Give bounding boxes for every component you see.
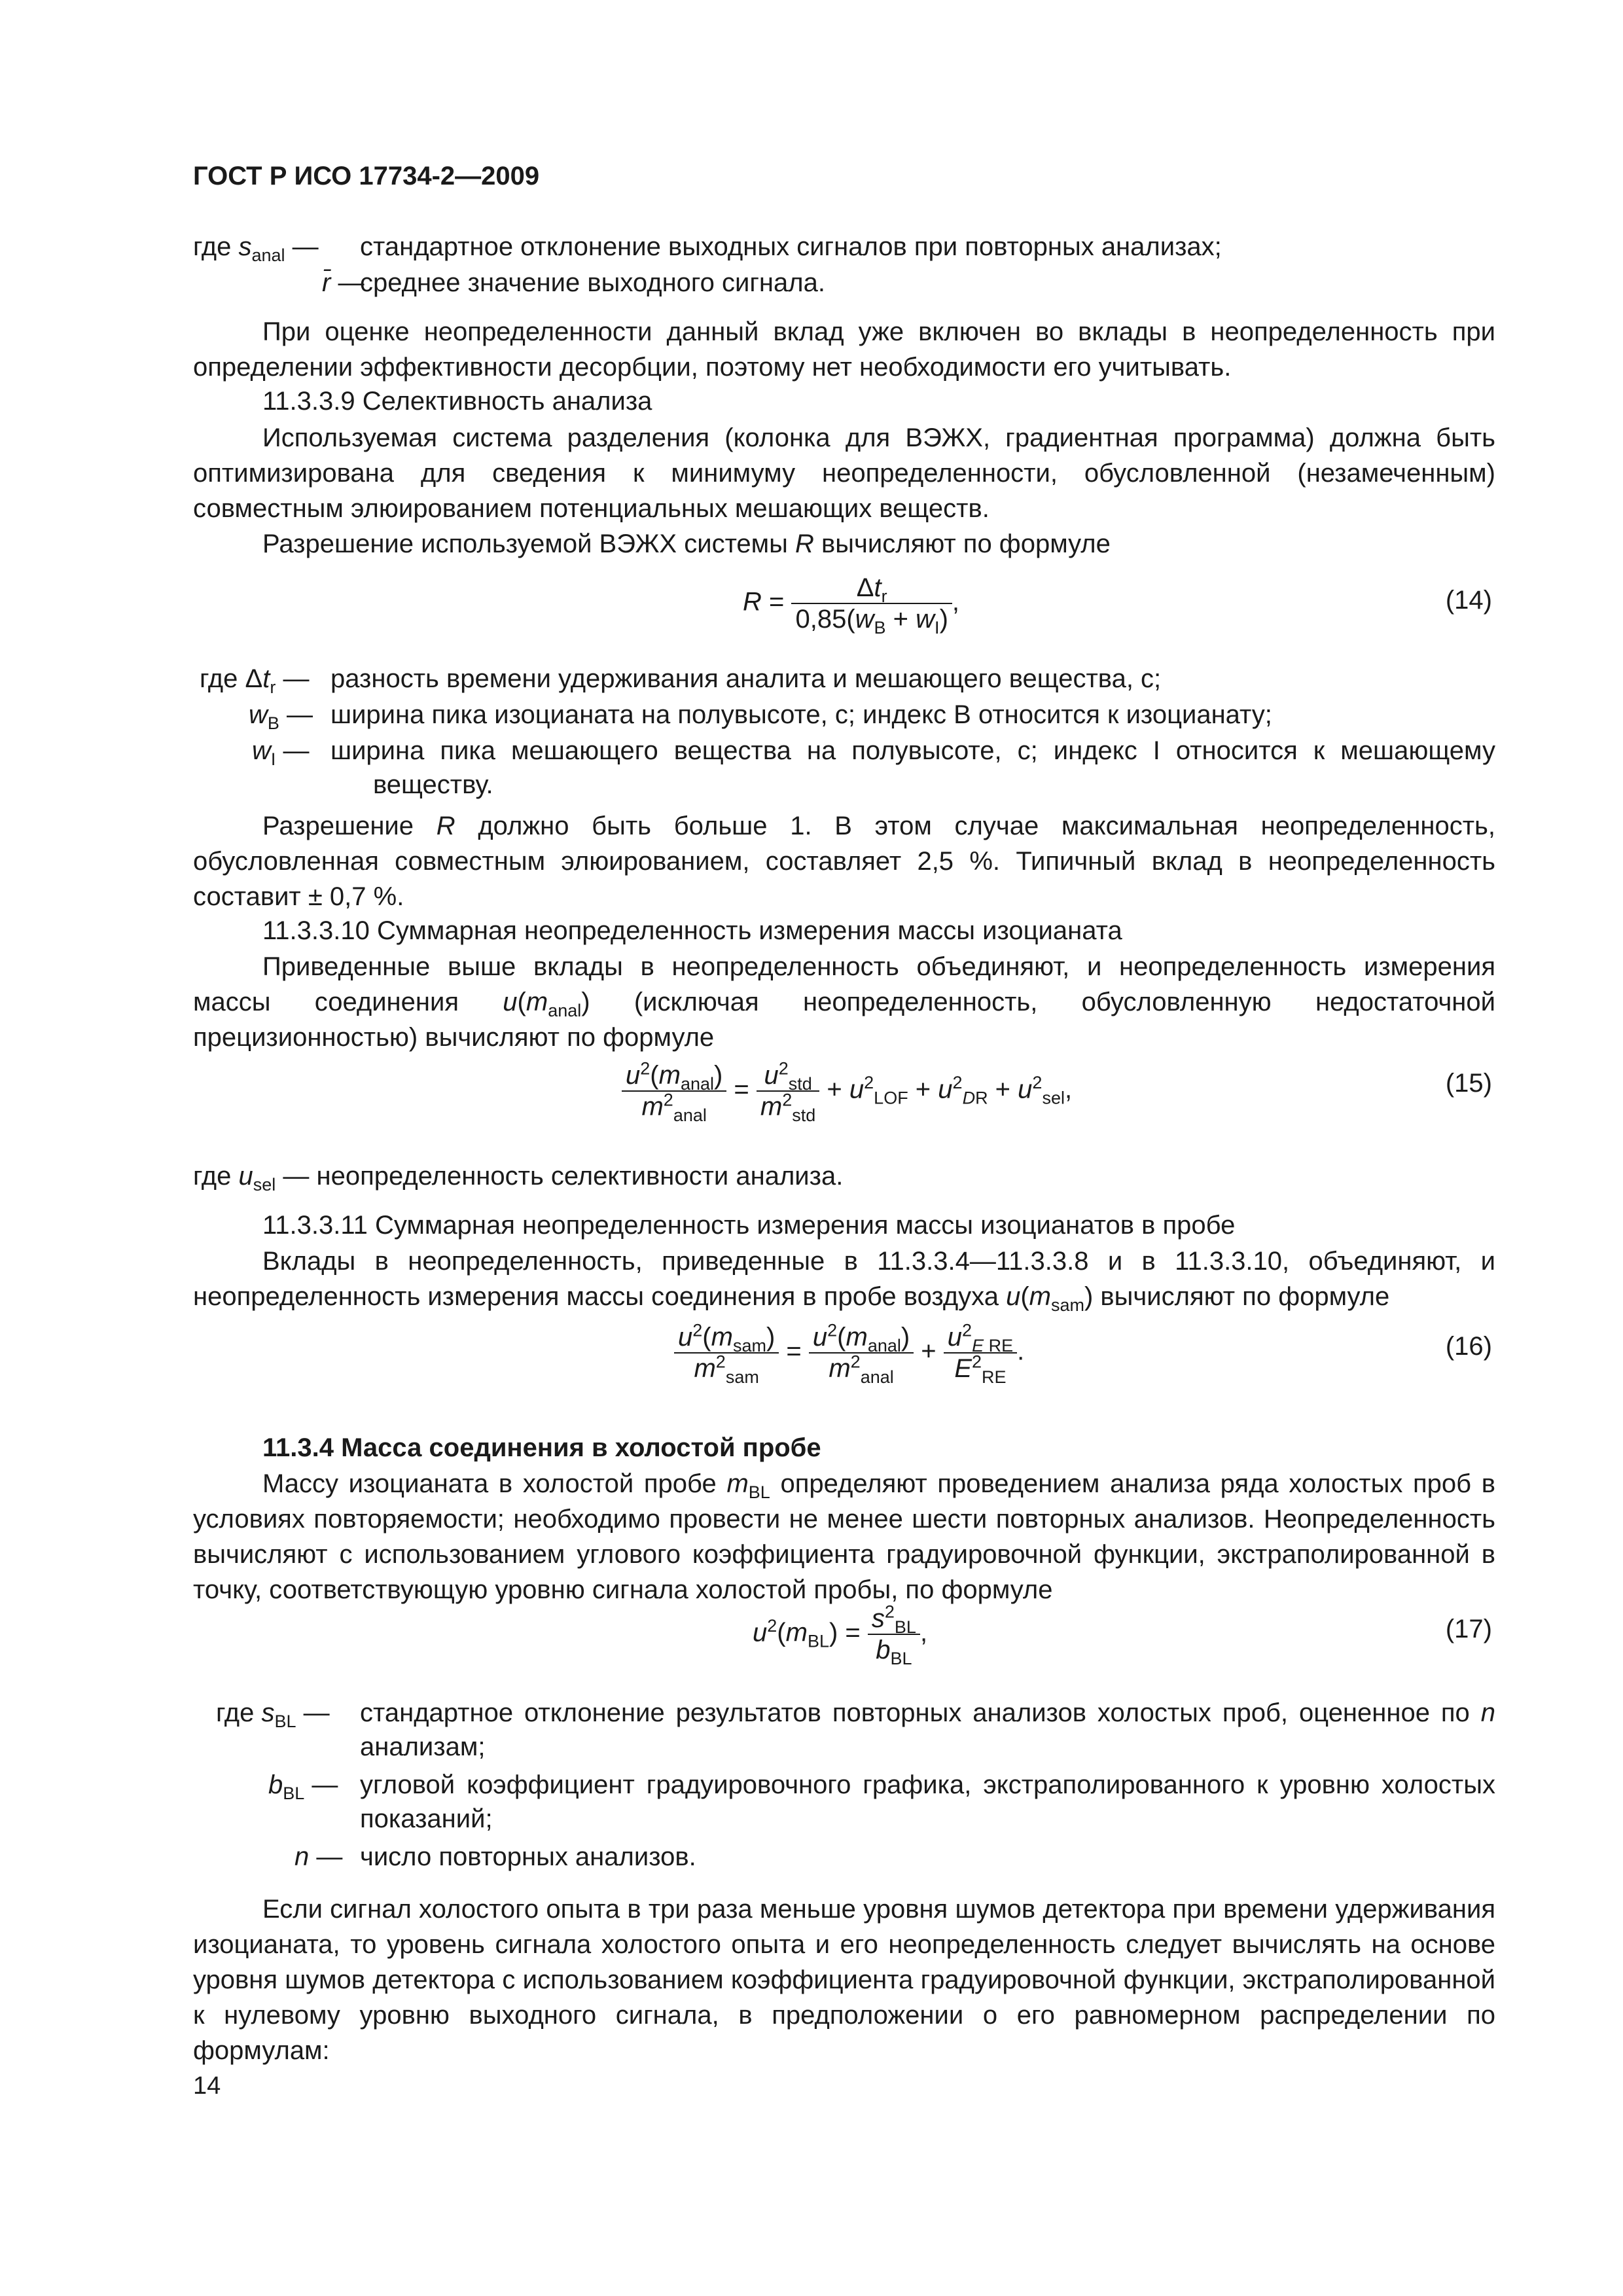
equation-number-14: (14) bbox=[1445, 586, 1492, 615]
equation-number-16: (16) bbox=[1445, 1332, 1492, 1361]
where-term-wB: $w_B$ — bbox=[249, 700, 313, 733]
equation-number-17: (17) bbox=[1445, 1615, 1492, 1643]
paragraph-resolution: Разрешение R должно быть больше 1. В этом случае максимальная неопределенность, обусловленная совместным элюированием, составляет 2,5 %. Типичный вклад в неопределенность составит ± 0,7 %. bbox=[193, 812, 1496, 911]
paragraph-desorption: При оценке неопределенности данный вклад уже включен во вклады в неопределенность при определении эффективности десорбции, поэтому нет необходимости его учитывать. bbox=[193, 317, 1495, 382]
where-desc-wB: ширина пика изоцианата на полувысоте, с; индекс B относится к изоцианату; bbox=[330, 700, 1272, 729]
formula-15: $\frac{u^2(m_{anal})}{m^2_{anal}}$ = $\frac{u^2_{std}}{m^2_{std}}$ + $u^2_{LOF} + u^2_{DR} + u^2_{sel}$, bbox=[622, 1060, 1072, 1122]
where-desc-b-BL-line1: угловой коэффициент градуировочного графика, экстраполированного к уровню холостых bbox=[360, 1770, 1495, 1799]
where-desc-r-bar: среднее значение выходного сигнала. bbox=[360, 268, 825, 297]
where-term-wI: $w_I$ — bbox=[252, 736, 310, 769]
paragraph-combined-uncertainty-11: Вклады в неопределенность, приведенные в 11.3.3.4—11.3.3.8 и в 11.3.3.10, объединяют, и неопределенность измерения массы соединения в пробе воздуха $u(m_{sam})$ вычисляют по формуле bbox=[193, 1247, 1495, 1315]
where-term-s-BL: где $s_{BL}$ — bbox=[216, 1698, 330, 1731]
document-header: ГОСТ Р ИСО 17734-2—2009 bbox=[193, 162, 540, 190]
section-heading-11-3-3-11: 11.3.3.11 Суммарная неопределенность измерения массы изоцианатов в пробе bbox=[262, 1211, 1236, 1240]
where-desc-wI-line2: веществу. bbox=[373, 770, 493, 799]
where-desc-delta-tr: разность времени удерживания аналита и мешающего вещества, с; bbox=[330, 664, 1162, 693]
where-term-s-anal: где $s_{anal}$ — bbox=[193, 232, 319, 265]
where-desc-b-BL-line2: показаний; bbox=[360, 1804, 493, 1833]
where-desc-s-BL-line2: анализам; bbox=[360, 1732, 486, 1761]
paragraph-combined-uncertainty-10: Приведенные выше вклады в неопределенность объединяют, и неопределенность измерения массы соединения $u(m_{anal})$ (исключая неопределенность, обусловленную недостаточной прецизионностью) вычисляют по формуле bbox=[193, 952, 1495, 1052]
where-term-r-bar: r̄ — bbox=[322, 268, 365, 297]
paragraph-detector-noise: Если сигнал холостого опыта в три раза меньше уровня шумов детектора при времени удерживания изоцианата, то уровень сигнала холостого опыта и его неопределенность следует вычислять на основе уровня шумов детектора с использованием коэффициента градуировочной функции, экстраполированной к нулевому уровню выходного сигнала, в предположении о его равномерном распределении по формулам: bbox=[193, 1895, 1495, 2065]
where-term-n: n — bbox=[294, 1842, 343, 1871]
where-term-b-BL: $b_{BL}$ — bbox=[268, 1770, 338, 1803]
section-heading-11-3-3-9: 11.3.3.9 Селективность анализа bbox=[262, 387, 652, 416]
paragraph-blank-sample: Массу изоцианата в холостой пробе $m_{BL}$ определяют проведением анализа ряда холостых проб в условиях повторяемости; необходимо провести не менее шести повторных анализов. Неопределенность вычисляют с использованием углового коэффициента градуировочной функции, экстраполированной в точку, соответствующую уровню сигнала холостой пробы, по формуле bbox=[193, 1469, 1495, 1604]
paragraph-resolution-intro: Разрешение используемой ВЭЖХ системы R вычисляют по формуле bbox=[262, 529, 1111, 558]
formula-16: $\frac{u^2(m_{sam})}{m^2_{sam}}$ = $\frac{u^2(m_{anal})}{m^2_{anal}}$ + $\frac{u^2_{E RE}}{E^2_{RE}}$ . bbox=[674, 1322, 1024, 1384]
where-term-delta-tr: где $\Delta t_r$ — bbox=[200, 664, 310, 697]
formula-14: R = $\frac{\Delta t_r}{0,85(w_B + w_I)}$ , bbox=[743, 573, 960, 637]
section-heading-11-3-4: 11.3.4 Масса соединения в холостой пробе bbox=[262, 1433, 821, 1462]
equation-number-15: (15) bbox=[1445, 1069, 1492, 1098]
where-desc-s-anal: стандартное отклонение выходных сигналов при повторных анализах; bbox=[360, 232, 1222, 261]
paragraph-separation-system: Используемая система разделения (колонка для ВЭЖХ, градиентная программа) должна быть оптимизирована для сведения к минимуму неопределенности, обусловленной (незамеченным) совместным элюированием потенциальных мешающих веществ. bbox=[193, 423, 1495, 523]
section-heading-11-3-3-10: 11.3.3.10 Суммарная неопределенность измерения массы изоцианата bbox=[262, 916, 1122, 945]
where-desc-n: число повторных анализов. bbox=[360, 1842, 696, 1871]
where-desc-wI-line1: ширина пика мешающего вещества на полувысоте, с; индекс I относится к мешающему bbox=[330, 736, 1495, 765]
formula-14-fraction: $\frac{\Delta t_r}{0,85(w_B + w_I)}$ bbox=[791, 573, 952, 634]
where-u-sel: где $u_{sel}$ — неопределенность селективности анализа. bbox=[193, 1162, 844, 1194]
page-number: 14 bbox=[193, 2072, 221, 2100]
where-desc-s-BL-line1: стандартное отклонение результатов повторных анализов холостых проб, оцененное по n bbox=[360, 1698, 1495, 1727]
formula-17: $u^2(m_{BL})$ = $\frac{s^2_{BL}}{b_{BL}}$ , bbox=[753, 1602, 928, 1668]
